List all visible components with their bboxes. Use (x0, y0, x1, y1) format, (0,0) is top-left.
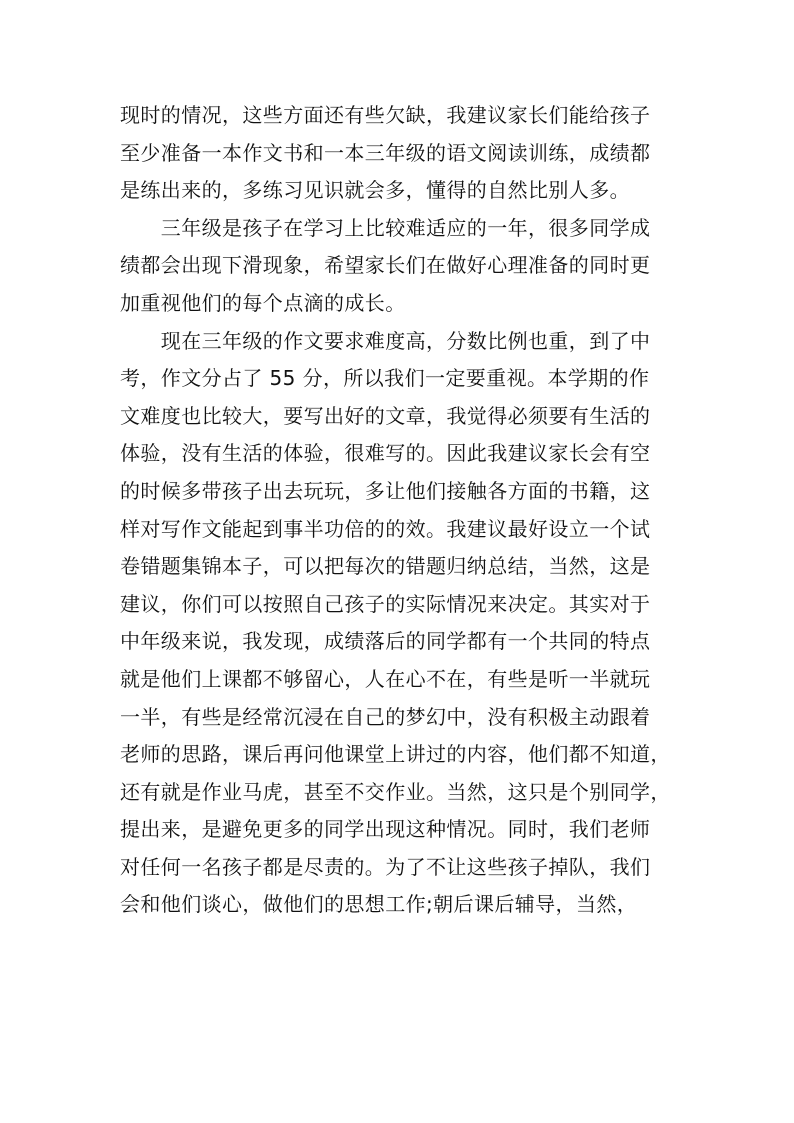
text-line: 现在三年级的作文要求难度高，分数比例也重，到了中 (120, 328, 651, 353)
paragraph-3 (120, 323, 676, 925)
document-body (120, 97, 676, 924)
text-line: 的时候多带孩子出去玩玩，多让他们接触各方面的书籍，这 (120, 478, 651, 503)
text-line: 建议，你们可以按照自己孩子的实际情况来决定。其实对于 (120, 591, 651, 616)
paragraph-1 (120, 97, 676, 210)
text-line: 对任何一名孩子都是尽责的。为了不让这些孩子掉队，我们 (120, 854, 651, 879)
text-line: 就是他们上课都不够留心，人在心不在，有些是听一半就玩 (120, 666, 651, 691)
text-line: 一半，有些是经常沉浸在自己的梦幻中，没有积极主动跟着 (120, 704, 651, 729)
paragraph-2 (120, 210, 676, 323)
text-line: 还有就是作业马虎，甚至不交作业。当然，这只是个别同学， (120, 779, 671, 804)
text-line: 卷错题集锦本子，可以把每次的错题归纳总结，当然，这是 (120, 554, 651, 579)
text-line: 现时的情况，这些方面还有些欠缺，我建议家长们能给孩子 (120, 103, 651, 127)
text-line: 考，作文分占了 55 分，所以我们一定要重视。本学期的作 (120, 366, 650, 391)
text-line: 加重视他们的每个点滴的成长。 (120, 290, 406, 315)
text-line: 文难度也比较大，要写出好的文章，我觉得必须要有生活的 (120, 403, 651, 428)
text-line: 绩都会出现下滑现象，希望家长们在做好心理准备的同时更 (120, 253, 651, 278)
text-line: 中年级来说，我发现，成绩落后的同学都有一个共同的特点 (120, 629, 651, 654)
text-line: 体验，没有生活的体验，很难写的。因此我建议家长会有空 (120, 441, 651, 466)
text-line: 三年级是孩子在学习上比较难适应的一年，很多同学成 (120, 215, 651, 240)
text-line: 是练出来的，多练习见识就会多，懂得的自然比别人多。 (120, 178, 630, 203)
text-line: 老师的思路，课后再问他课堂上讲过的内容，他们都不知道， (120, 742, 671, 767)
text-line: 至少准备一本作文书和一本三年级的语文阅读训练，成绩都 (120, 140, 651, 165)
text-line: 会和他们谈心，做他们的思想工作;朝后课后辅导，当然， (120, 892, 638, 917)
text-line: 提出来，是避免更多的同学出现这种情况。同时，我们老师 (120, 817, 651, 842)
text-line: 样对写作文能起到事半功倍的的效。我建议最好设立一个试 (120, 516, 651, 541)
